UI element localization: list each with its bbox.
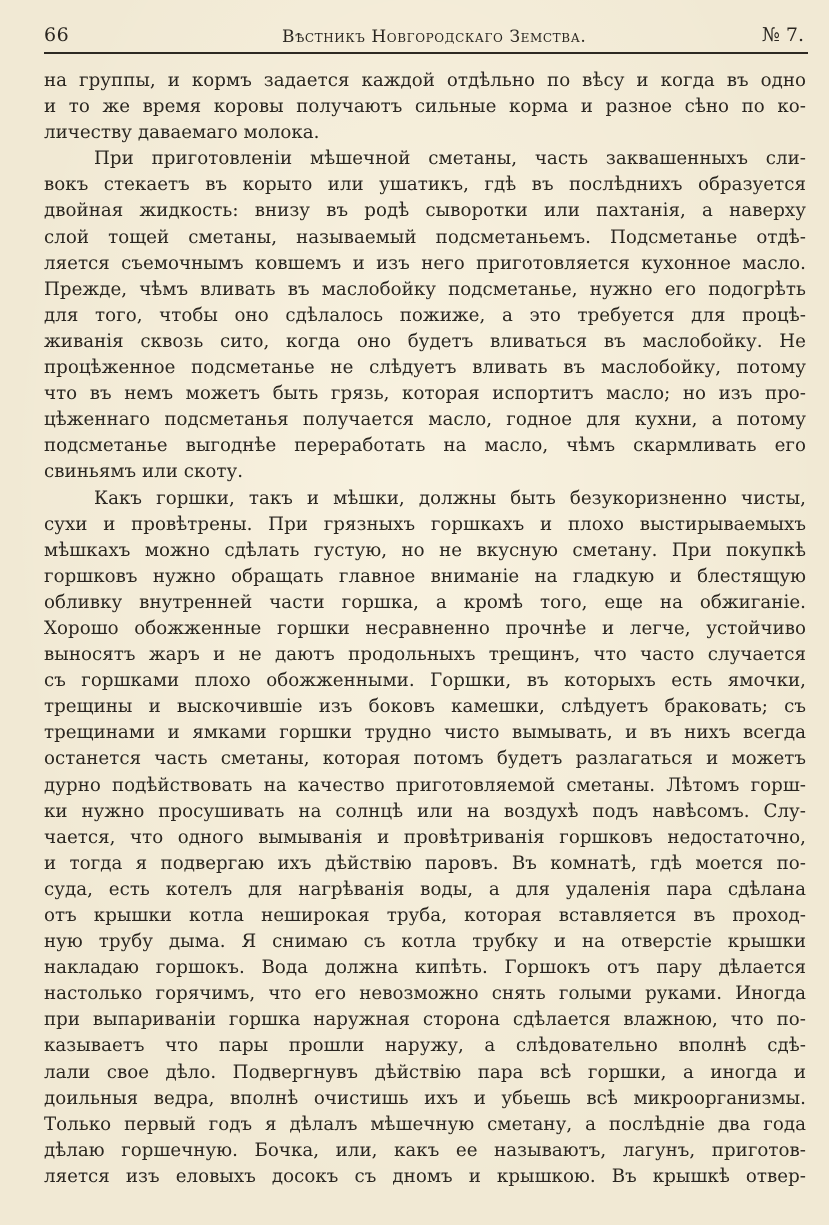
text-line: слой тощей сметаны, называемый подсметаньемъ. Подсметанье отдѣ- — [44, 226, 806, 248]
page-header — [44, 22, 806, 50]
text-line: при выпариваніи горшка наружная сторона сдѣлается влажною, что по- — [44, 1009, 806, 1031]
text-line: живанія сквозь сито, когда оно будетъ вливаться въ маслобойку. Не — [44, 330, 806, 352]
text-line: обливку внутренней части горшка, а кромѣ того, еще на обжиганіе. — [44, 591, 806, 613]
text-line: доильныя ведра, вполнѣ очистишь ихъ и убьешь всѣ микроорганизмы. — [44, 1087, 806, 1109]
text-line: свиньямъ или скоту. — [44, 461, 244, 483]
text-line: казываетъ что пары прошли наружу, а слѣдовательно вполнѣ сдѣ- — [44, 1035, 806, 1057]
text-line: лали свое дѣло. Подвергнувъ дѣйствію пара всѣ горшки, а иногда и — [44, 1061, 806, 1083]
text-line: ляется съемочнымъ ковшемъ и изъ него приготовляется кухонное масло. — [44, 252, 806, 274]
text-line: ляется изъ еловыхъ досокъ съ дномъ и крышкою. Въ крышкѣ отвер- — [44, 1165, 806, 1187]
text-line: съ горшками плохо обожженными. Горшки, въ которыхъ есть ямочки, — [44, 670, 806, 692]
text-line: горшковъ нужно обращать главное вниманіе на гладкую и блестящую — [44, 565, 806, 587]
text-line: ки нужно просушивать на солнцѣ или на воздухѣ подъ навѣсомъ. Слу- — [44, 800, 806, 822]
text-line: накладаю горшокъ. Вода должна кипѣть. Горшокъ отъ пару дѣлается — [44, 957, 806, 979]
text-line: на группы, и кормъ задается каждой отдѣльно по вѣсу и когда въ одно — [44, 70, 806, 91]
text-line: что въ немъ можетъ быть грязь, которая испортитъ масло; но изъ про- — [44, 383, 806, 405]
text-line: выносятъ жаръ и не даютъ продольныхъ трещинъ, что часто случается — [44, 644, 806, 666]
page-number: 66 — [44, 24, 70, 46]
header-rule — [44, 52, 808, 54]
text-line: останется часть сметаны, которая потомъ будетъ разлагаться и можетъ — [44, 748, 806, 770]
text-line: настолько горячимъ, что его невозможно снять голыми руками. Иногда — [44, 983, 806, 1005]
text-line: При приготовленіи мѣшечной сметаны, часть заквашенныхъ сли- — [94, 148, 806, 170]
issue-number: № 7. — [761, 24, 804, 46]
body-text — [44, 68, 806, 1190]
text-line: Хорошо обожженные горшки несравненно прочнѣе и легче, устойчиво — [44, 617, 806, 639]
journal-title: Вѣстникъ Новгородскаго Земства. — [282, 27, 587, 47]
text-line: Какъ горшки, такъ и мѣшки, должны быть безукоризненно чисты, — [94, 487, 806, 509]
text-line: дѣлаю горшечную. Бочка, или, какъ ее называютъ, лагунъ, приготов- — [44, 1139, 806, 1161]
text-line: Прежде, чѣмъ вливать въ маслобойку подсметанье, нужно его подогрѣть — [44, 278, 806, 300]
text-line: процѣженное подсметанье не слѣдуетъ вливать въ маслобойку, потому — [44, 357, 806, 379]
text-line: для того, чтобы оно сдѣлалось пожиже, а это требуется для процѣ- — [44, 304, 806, 326]
text-line: личеству даваемаго молока. — [44, 122, 320, 144]
text-line: трещинами и ямками горшки трудно чисто вымывать, и въ нихъ всегда — [44, 722, 806, 744]
text-line: подсметанье выгоднѣе переработать на масло, чѣмъ скармливать его — [44, 435, 806, 457]
text-line: и тогда я подвергаю ихъ дѣйствію паровъ. Въ комнатѣ, гдѣ моется по- — [44, 852, 806, 874]
text-line: дурно подѣйствовать на качество приготовляемой сметаны. Лѣтомъ горш- — [44, 774, 806, 796]
text-line: трещины и выскочившіе изъ боковъ камешки, слѣдуетъ браковать; съ — [44, 696, 806, 718]
text-line: ную трубу дыма. Я снимаю съ котла трубку и на отверстіе крышки — [44, 931, 806, 953]
text-line: вокъ стекаетъ въ корыто или ушатикъ, гдѣ въ послѣднихъ образуется — [44, 174, 806, 196]
text-line: мѣшкахъ можно сдѣлать густую, но не вкусную сметану. При покупкѣ — [44, 539, 806, 561]
text-line: чается, что одного вымыванія и провѣтриванія горшковъ недостаточно, — [44, 826, 806, 848]
text-line: Только первый годъ я дѣлалъ мѣшечную сметану, а послѣдніе два года — [44, 1113, 806, 1135]
text-line: отъ крышки котла неширокая труба, которая вставляется въ проход- — [44, 905, 806, 926]
text-line: цѣженнаго подсметанья получается масло, годное для кухни, а потому — [44, 409, 806, 431]
text-line: сухи и провѣтрены. При грязныхъ горшкахъ и плохо выстирываемыхъ — [44, 513, 806, 535]
text-line: и то же время коровы получаютъ сильные корма и разное сѣно по ко- — [44, 96, 806, 118]
text-line: суда, есть котелъ для нагрѣванія воды, а для удаленія пара сдѣлана — [44, 878, 806, 900]
text-line: двойная жидкость: внизу въ родѣ сыворотки или пахтанія, а наверху — [44, 200, 806, 222]
